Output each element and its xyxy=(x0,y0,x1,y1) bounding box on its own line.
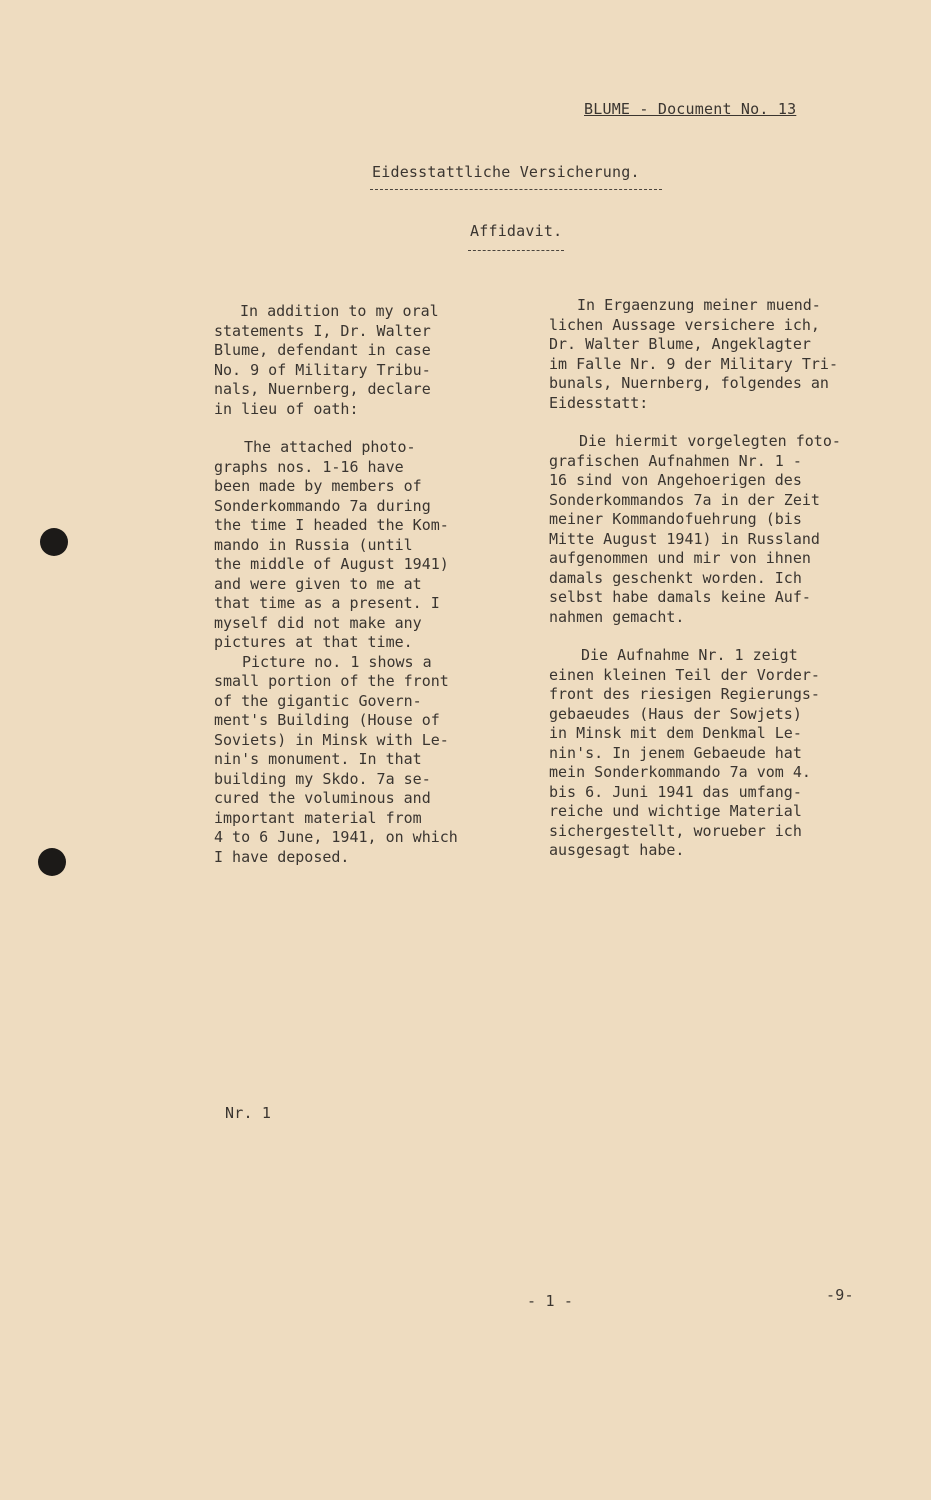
en-line: Sonderkommando 7a during xyxy=(214,496,431,515)
en-line: 4 to 6 June, 1941, on which xyxy=(214,828,458,846)
en-line: nals, Nuernberg, declare xyxy=(214,380,431,398)
de-line: damals geschenkt worden. Ich xyxy=(549,568,802,587)
photo-number-label: Nr. 1 xyxy=(225,1104,272,1122)
de-line: bunals, Nuernberg, folgendes an xyxy=(549,374,829,392)
en-line: pictures at that time. xyxy=(214,633,413,651)
de-line: Dr. Walter Blume, Angeklagter xyxy=(549,335,811,353)
german-column xyxy=(549,296,879,861)
de-line: selbst habe damals keine Auf- xyxy=(549,588,811,606)
en-line: Blume, defendant in case xyxy=(214,341,431,359)
de-line: Eidesstatt: xyxy=(549,393,649,412)
de-line: in Minsk mit dem Denkmal Le- xyxy=(549,724,802,742)
en-line: I have deposed. xyxy=(214,847,350,866)
de-line: In Ergaenzung meiner muend- xyxy=(577,296,821,314)
de-line: grafischen Aufnahmen Nr. 1 - xyxy=(549,451,802,470)
de-line: ausgesagt habe. xyxy=(549,841,685,859)
en-line: cured the voluminous and xyxy=(214,789,431,807)
en-line: of the gigantic Govern- xyxy=(214,691,422,710)
sheet-number: -9- xyxy=(826,1286,854,1304)
en-line: nin's monument. In that xyxy=(214,750,422,768)
en-line: the middle of August 1941) xyxy=(214,555,449,573)
en-line: building my Skdo. 7a se- xyxy=(214,769,431,788)
english-column xyxy=(214,302,504,867)
en-line: the time I headed the Kom- xyxy=(214,516,449,534)
de-line: lichen Aussage versichere ich, xyxy=(549,315,820,334)
de-line: mein Sonderkommando 7a vom 4. xyxy=(549,763,811,781)
en-line: been made by members of xyxy=(214,477,422,495)
en-line: that time as a present. I xyxy=(214,594,440,612)
page-number: - 1 - xyxy=(527,1292,574,1310)
en-line: Soviets) in Minsk with Le- xyxy=(214,730,449,749)
de-line: nin's. In jenem Gebaeude hat xyxy=(549,743,802,762)
en-line: Picture no. 1 shows a xyxy=(242,652,432,671)
de-line: einen kleinen Teil der Vorder- xyxy=(549,665,820,684)
en-line: graphs nos. 1-16 have xyxy=(214,457,404,476)
document-title: Eidesstattliche Versicherung. xyxy=(372,163,640,181)
de-line: Die hiermit vorgelegten foto- xyxy=(579,432,841,450)
document-subtitle: Affidavit. xyxy=(470,222,563,240)
de-line: Die Aufnahme Nr. 1 zeigt xyxy=(581,646,798,664)
en-line: myself did not make any xyxy=(214,613,422,632)
en-line: small portion of the front xyxy=(214,672,449,690)
de-line: sichergestellt, worueber ich xyxy=(549,821,802,840)
de-line: reiche und wichtige Material xyxy=(549,802,802,820)
subtitle-underline xyxy=(468,250,564,251)
en-line: and were given to me at xyxy=(214,574,422,593)
en-line: In addition to my oral xyxy=(240,302,439,320)
de-line: im Falle Nr. 9 der Military Tri- xyxy=(549,354,838,373)
en-line: mando in Russia (until xyxy=(214,535,413,554)
binder-hole-lower xyxy=(38,848,66,876)
en-line: ment's Building (House of xyxy=(214,711,440,729)
de-line: Sonderkommandos 7a in der Zeit xyxy=(549,490,820,509)
document-reference: BLUME - Document No. 13 xyxy=(584,100,797,118)
de-line: 16 sind von Angehoerigen des xyxy=(549,471,802,489)
de-line: bis 6. Juni 1941 das umfang- xyxy=(549,782,802,801)
de-line: Mitte August 1941) in Russland xyxy=(549,529,820,548)
de-line: meiner Kommandofuehrung (bis xyxy=(549,510,802,528)
binder-hole-upper xyxy=(40,528,68,556)
en-line: important material from xyxy=(214,808,422,827)
title-underline xyxy=(370,189,662,190)
de-line: aufgenommen und mir von ihnen xyxy=(549,549,811,567)
de-line: gebaeudes (Haus der Sowjets) xyxy=(549,704,802,723)
en-line: statements I, Dr. Walter xyxy=(214,321,431,340)
en-line: The attached photo- xyxy=(244,438,416,456)
de-line: front des riesigen Regierungs- xyxy=(549,685,820,703)
en-line: in lieu of oath: xyxy=(214,399,359,418)
de-line: nahmen gemacht. xyxy=(549,607,685,626)
en-line: No. 9 of Military Tribu- xyxy=(214,360,431,379)
